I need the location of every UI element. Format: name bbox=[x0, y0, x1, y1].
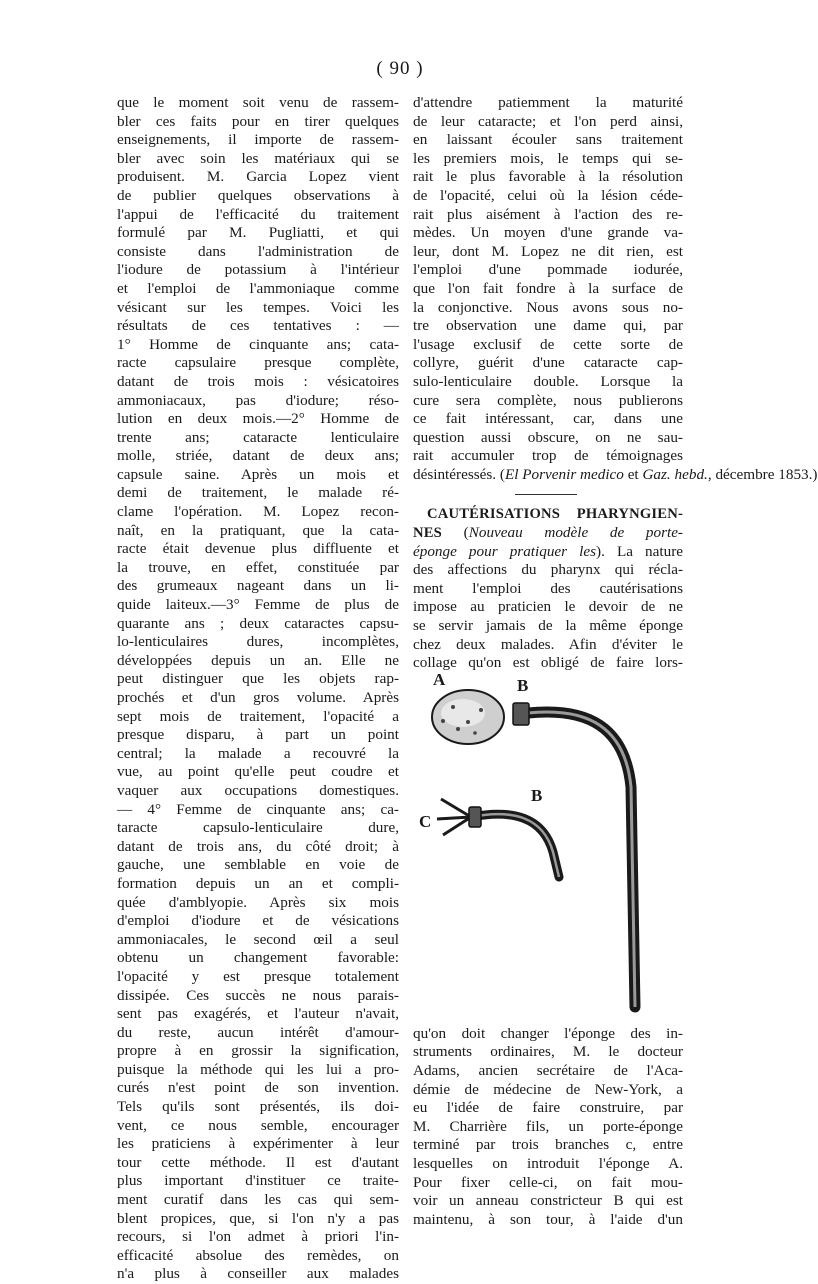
left-column-line: vaquer aux occupations domestiques. bbox=[117, 781, 399, 799]
label-c: C bbox=[419, 811, 432, 831]
left-column-line: d'emploi d'iodure et de vésications bbox=[117, 912, 399, 930]
right-top-line: rait le plus favorable à la résolution bbox=[413, 168, 683, 186]
left-column-line: racte capsulaire presque complète, bbox=[117, 354, 399, 372]
left-column-line: que le moment soit venu de rassem- bbox=[117, 94, 399, 111]
left-column-line: — 4° Femme de cinquante ans; ca- bbox=[117, 800, 399, 818]
left-column-line: clame l'opération. M. Lopez recon- bbox=[117, 503, 399, 521]
section-title: CAUTÉRISATIONS PHARYNGIEN- bbox=[427, 506, 683, 523]
section-divider bbox=[515, 494, 577, 495]
left-column-line: central; la malade a recouvré la bbox=[117, 744, 399, 762]
page-number: ( 90 ) bbox=[376, 58, 424, 79]
left-column-line: l'appui de l'efficacité du traitement bbox=[117, 205, 399, 223]
left-column-line: propre à en grossir la signification, bbox=[117, 1042, 399, 1060]
left-column-line: de publier quelques observations à bbox=[117, 186, 399, 204]
right-bottom-line: maintenu, à son tour, à l'aide d'un bbox=[413, 1210, 683, 1228]
right-top-line: rait accumuler trop de témoignages bbox=[413, 447, 683, 465]
left-column-line: blent propices, que, si l'on n'y a pas bbox=[117, 1209, 399, 1227]
left-column-line: lution en deux mois.—2° Homme de bbox=[117, 410, 399, 428]
left-column-line: des grumeaux nageant dans un li- bbox=[117, 577, 399, 595]
journal-porvenir: El Porvenir medico bbox=[504, 465, 624, 483]
right-column bbox=[413, 94, 818, 1229]
left-column-line: quée d'amblyopie. Après six mois bbox=[117, 893, 399, 911]
label-b-top: B bbox=[517, 675, 529, 695]
section-line: se servir jamais de la même éponge bbox=[413, 617, 683, 635]
journal-gaz-hebd: Gaz. hebd. bbox=[642, 465, 708, 483]
left-column-line: produisent. M. Garcia Lopez vient bbox=[117, 168, 399, 186]
left-column-line: efficacité absolue des remèdes, on bbox=[117, 1246, 399, 1264]
right-top-line: en laissant écouler sans traitement bbox=[413, 131, 683, 149]
right-top-paragraph bbox=[413, 94, 683, 466]
left-column-line: capsule saine. Après un mois et bbox=[117, 465, 399, 483]
left-column-line: curés n'est point de son invention. bbox=[117, 1079, 399, 1097]
right-bottom-line: terminé par trois branches c, entre bbox=[413, 1136, 683, 1154]
left-column-line: taracte capsulo-lenticulaire dure, bbox=[117, 819, 399, 837]
right-top-line: sulo-lenticulaire double. Lorsque la bbox=[413, 372, 683, 390]
right-top-line: rait plus aisément à l'action des re- bbox=[413, 205, 683, 223]
left-column-line: l'opacité y est presque totalement bbox=[117, 967, 399, 985]
right-bottom-line: qu'on doit changer l'éponge des in- bbox=[413, 1024, 683, 1042]
left-column-line: recours, si l'on admet à priori l'in- bbox=[117, 1228, 399, 1246]
right-bottom-line: eu l'idée de faire construire, par bbox=[413, 1099, 683, 1117]
left-column-line: sept mois de traitement, l'opacité a bbox=[117, 707, 399, 725]
right-bottom-line: M. Charrière fils, un porte-éponge bbox=[413, 1117, 683, 1135]
left-column-line: bler avec soin les matériaux qui se bbox=[117, 149, 399, 167]
right-top-line: collyre, guérit d'une cataracte cap- bbox=[413, 354, 683, 372]
section-line: collage qu'on est obligé de faire lors- bbox=[413, 654, 683, 672]
right-bottom-line: voir un anneau constricteur B qui est bbox=[413, 1192, 683, 1210]
left-column-line: et l'emploi de l'ammoniaque comme bbox=[117, 279, 399, 297]
right-top-line: cure sera complète, nous publierons bbox=[413, 391, 683, 409]
left-column-line: dissipée. Ces succès ne nous parais- bbox=[117, 986, 399, 1004]
right-top-line: de leur cataracte; et l'on perd ainsi, bbox=[413, 112, 683, 130]
left-column-line: naît, en la pratiquant, que la cata- bbox=[117, 521, 399, 539]
left-column-line: vésicant sur les tempes. Voici les bbox=[117, 298, 399, 316]
left-column-line: obtenu un changement favorable: bbox=[117, 949, 399, 967]
right-top-line: d'attendre patiemment la maturité bbox=[413, 94, 683, 111]
right-bottom-line: lesquelles on introduit l'éponge A. bbox=[413, 1154, 683, 1172]
left-column-line: formulé par M. Pugliatti, et qui bbox=[117, 224, 399, 242]
left-column-line: trente ans; cataracte lenticulaire bbox=[117, 428, 399, 446]
left-column-line: 1° Homme de cinquante ans; cata- bbox=[117, 335, 399, 353]
section-line: impose au praticien le devoir de ne bbox=[413, 598, 683, 616]
left-column-line: bler ces faits pour en tirer quelques bbox=[117, 112, 399, 130]
right-bottom-line: struments ordinaires, M. le docteur bbox=[413, 1043, 683, 1061]
section-line: chez deux malades. Afin d'éviter le bbox=[413, 635, 683, 653]
left-column-line: Tels qu'ils sont présentés, ils doi- bbox=[117, 1098, 399, 1116]
left-column-line: demi de traitement, le malade ré- bbox=[117, 484, 399, 502]
section-subtitle-line-2: éponge pour pratiquer les). La nature bbox=[413, 542, 684, 560]
left-column-line: tour cette méthode. Il est d'autant bbox=[117, 1153, 399, 1171]
sponge-holder-illustration bbox=[413, 677, 683, 1017]
right-top-line: ce fait intéressant, car, dans une bbox=[413, 410, 683, 428]
left-column-line: ammoniacaux, pas d'iodure; réso- bbox=[117, 391, 399, 409]
right-top-line: l'usage exclusif de cette sorte de bbox=[413, 335, 683, 353]
left-column-line: l'iodure de potassium à l'intérieur bbox=[117, 261, 399, 279]
citation-line: désintéressés. (El Porvenir medico et Gaz. hebd., décembre 1853.) bbox=[413, 465, 818, 483]
right-top-line: l'emploi d'une pommade iodurée, bbox=[413, 261, 683, 279]
left-column-line: résultats de ces tentatives : — bbox=[117, 317, 399, 335]
left-column-line: consiste dans l'administration de bbox=[117, 242, 399, 260]
left-column-line: gauche, une semblable en voie de bbox=[117, 856, 399, 874]
left-column-line: du reste, aucun intérêt d'amour- bbox=[117, 1023, 399, 1041]
right-top-line: leur, dont M. Lopez ne dit rien, est bbox=[413, 242, 683, 260]
section-subtitle-line-1: NES (Nouveau modèle de porte- bbox=[413, 524, 683, 542]
right-bottom-paragraph bbox=[413, 1025, 683, 1230]
right-bottom-line: Pour fixer celle-ci, on fait mou- bbox=[413, 1173, 683, 1191]
sponge-holder-figure bbox=[413, 669, 683, 1017]
left-column-line: molle, striée, datant de deux ans; bbox=[117, 447, 399, 465]
left-column-line: la trouve, en effet, constituée par bbox=[117, 558, 399, 576]
left-column-line: presque disparu, à part un point bbox=[117, 726, 399, 744]
left-column-line: sent pas exagérés, et l'auteur n'avait, bbox=[117, 1005, 399, 1023]
section-line: ment l'emploi des cautérisations bbox=[413, 579, 683, 597]
right-top-line: les premiers mois, le temps qui se- bbox=[413, 149, 683, 167]
left-column-line: enseignements, il importe de rassem- bbox=[117, 131, 399, 149]
left-column-line: puisque la méthode qui les lui a pro- bbox=[117, 1060, 399, 1078]
left-column-line: prochés et d'un gros volume. Après bbox=[117, 689, 399, 706]
left-column-line: racte était devenue plus diffluente et bbox=[117, 540, 399, 558]
label-b-lower: B bbox=[531, 785, 543, 805]
left-column-line: n'a plus à conseiller aux malades bbox=[117, 1265, 399, 1283]
right-top-line: de l'opacité, celui où la lésion céde- bbox=[413, 186, 683, 204]
left-column-line: quide laiteux.—3° Femme de plus de bbox=[117, 596, 399, 614]
section-paragraph bbox=[413, 561, 683, 673]
section-line: des affections du pharynx qui récla- bbox=[413, 561, 683, 579]
right-top-line: mèdes. Un moyen d'une grande va- bbox=[413, 224, 683, 242]
left-column-line: lo-lenticulaires dures, incomplètes, bbox=[117, 633, 399, 651]
left-column-line: formation depuis un an et compli- bbox=[117, 874, 399, 892]
left-column-line: ammoniacales, le second œil a seul bbox=[117, 930, 399, 948]
left-column-line: ment curatif dans les cas qui sem- bbox=[117, 1191, 399, 1209]
left-column-line: les praticiens à expérimenter à leur bbox=[117, 1135, 399, 1153]
label-a: A bbox=[433, 669, 446, 689]
left-column-line: développées depuis un an. Elle ne bbox=[117, 651, 399, 669]
left-column-line: peut distinguer que les objets rap- bbox=[117, 670, 399, 688]
left-column-line: plus important d'instituer ce traite- bbox=[117, 1172, 399, 1190]
left-column-line: vue, au point qu'elle peut coudre et bbox=[117, 763, 399, 781]
left-column-line: datant de trois ans, du côté droit; à bbox=[117, 837, 399, 855]
right-top-line: la conjonctive. Nous avons sous no- bbox=[413, 298, 683, 316]
left-column-line: datant de trois mois : vésicatoires bbox=[117, 372, 399, 390]
right-top-line: tre observation une dame qui, par bbox=[413, 317, 683, 335]
right-bottom-line: démie de médecine de New-York, a bbox=[413, 1080, 683, 1098]
right-top-line: que l'on fait fondre à la surface de bbox=[413, 279, 683, 297]
right-bottom-line: Adams, ancien secrétaire de l'Aca- bbox=[413, 1062, 683, 1079]
left-column-line: quarante ans ; deux cataractes capsu- bbox=[117, 614, 399, 632]
left-column bbox=[117, 94, 399, 1284]
right-top-line: question aussi obscure, on ne sau- bbox=[413, 428, 683, 446]
left-column-line: vent, ce nous semble, encourager bbox=[117, 1116, 399, 1134]
